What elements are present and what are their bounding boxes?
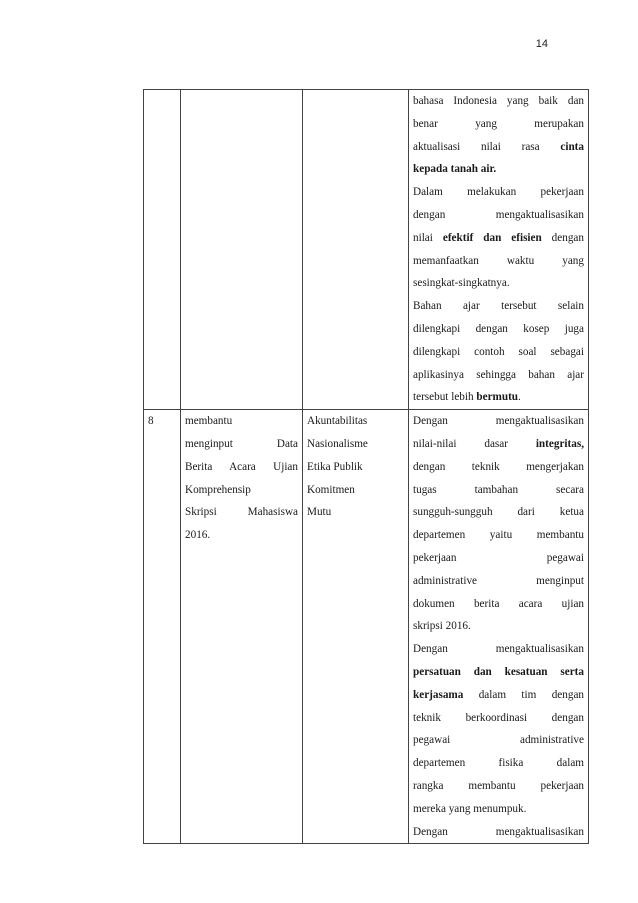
text-line: sungguh-sungguh dari ketua: [413, 506, 584, 519]
text-line: 2016.: [185, 529, 211, 542]
text-line: departemen fisika dalam: [413, 757, 584, 770]
activity-table: [143, 89, 589, 844]
cell-number: [144, 90, 181, 410]
text-line: dilengkapi dengan kosep juga: [413, 322, 584, 335]
text-line: benar yang merupakan: [413, 117, 584, 130]
cell-description: [409, 410, 589, 844]
text-line: persatuan dan kesatuan serta: [413, 665, 584, 678]
text-line: Dalam melakukan pekerjaan: [413, 186, 584, 199]
cell-description: [409, 90, 589, 410]
text-line: membantu: [185, 415, 233, 428]
activity-text: [185, 410, 298, 547]
text-line: mereka yang menumpuk.: [413, 802, 527, 815]
text-line: bahasa Indonesia yang baik dan: [413, 95, 584, 107]
text-line: Dengan mengaktualisasikan: [413, 825, 584, 838]
text-line: rangka membantu pekerjaan: [413, 779, 584, 792]
cell-values: [303, 410, 409, 844]
value-item: Nasionalisme: [307, 437, 368, 450]
text-line: memanfaatkan waktu yang: [413, 254, 584, 267]
value-item: Mutu: [307, 506, 332, 519]
text-line: dengan teknik mengerjakan: [413, 460, 584, 473]
values-list: [307, 410, 404, 524]
text-line: kerjasama dalam tim dengan: [413, 688, 584, 701]
text-line: skripsi 2016.: [413, 620, 471, 633]
text-line: aktualisasi nilai rasa cinta: [413, 140, 584, 153]
value-item: Komitmen: [307, 483, 355, 496]
description-continuation: [413, 90, 584, 409]
text-line: Berita Acara Ujian: [185, 460, 298, 473]
text-line: nilai-nilai dasar integritas,: [413, 437, 584, 450]
text-line: departemen yaitu membantu: [413, 529, 584, 542]
text-line: sesingkat-singkatnya.: [413, 277, 510, 290]
text-line: aplikasinya sehingga bahan ajar: [413, 368, 584, 381]
cell-number: [144, 410, 181, 844]
text-line: Bahan ajar tersebut selain: [413, 300, 584, 313]
cell-activity: [181, 90, 303, 410]
text-line: Skripsi Mahasiswa: [185, 506, 298, 519]
table-row: [144, 410, 589, 844]
text-line: pegawai administrative: [413, 734, 584, 747]
text-line: dilengkapi contoh soal sebagai: [413, 345, 584, 358]
value-item: Etika Publik: [307, 460, 363, 473]
cell-values: [303, 90, 409, 410]
description-text: [413, 410, 584, 843]
text-line: Dengan mengaktualisasikan: [413, 415, 584, 428]
text-line: tugas tambahan secara: [413, 483, 584, 496]
page-number: 14: [535, 38, 548, 50]
text-line: dengan mengaktualisasikan: [413, 208, 584, 221]
text-line: pekerjaan pegawai: [413, 551, 584, 564]
text-line: tersebut lebih bermutu.: [413, 391, 521, 404]
text-line: nilai efektif dan efisien dengan: [413, 231, 584, 244]
cell-activity: [181, 410, 303, 844]
value-item: Akuntabilitas: [307, 415, 368, 428]
text-line: dokumen berita acara ujian: [413, 597, 584, 610]
text-line: Dengan mengaktualisasikan: [413, 643, 584, 656]
text-line: Komprehensip: [185, 483, 251, 496]
text-line: menginput Data: [185, 437, 298, 450]
text-line: teknik berkoordinasi dengan: [413, 711, 584, 724]
text-line: administrative menginput: [413, 574, 584, 587]
table-row: [144, 90, 589, 410]
row-number: 8: [148, 415, 154, 428]
text-line: kepada tanah air.: [413, 163, 497, 176]
